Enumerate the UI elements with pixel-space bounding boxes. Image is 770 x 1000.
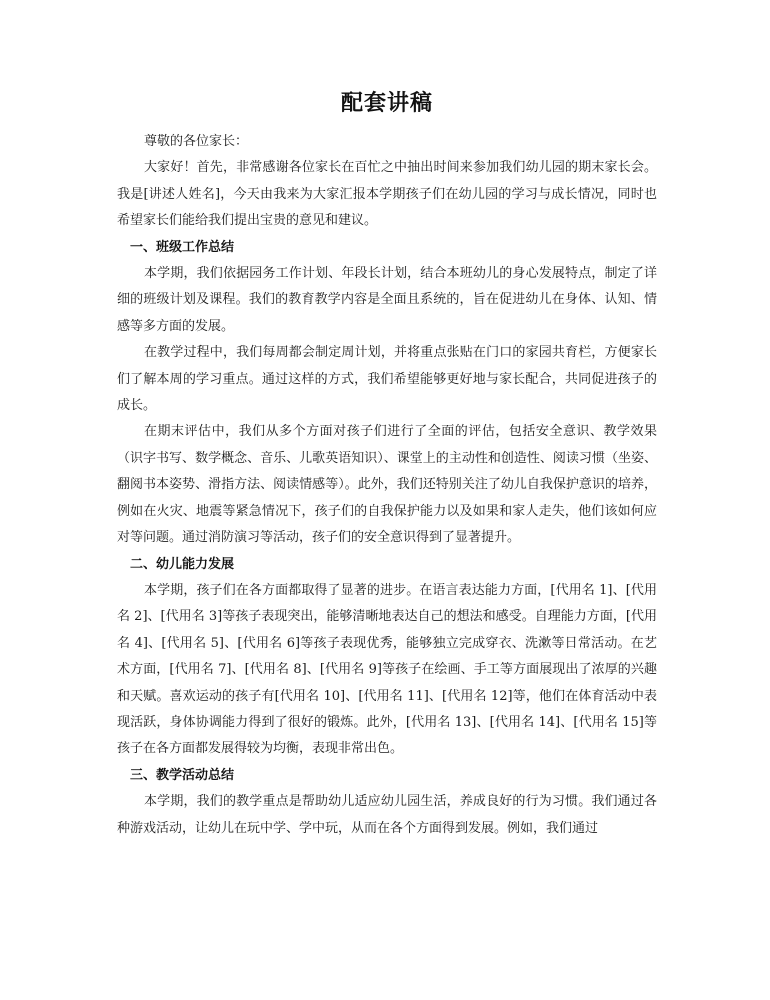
class-work-paragraph-1: 本学期，我们依据园务工作计划、年段长计划，结合本班幼儿的身心发展特点，制定了详细的班级计划及课程。我们的教育教学内容是全面且系统的，旨在促进幼儿在身体、认知、情感等多方面的发展。 bbox=[117, 266, 657, 334]
section-heading-child-development: 二、幼儿能力发展 bbox=[130, 556, 235, 572]
section-heading-class-work: 一、班级工作总结 bbox=[130, 239, 235, 255]
document-body bbox=[117, 88, 657, 842]
document-title: 配套讲稿 bbox=[340, 90, 433, 116]
salutation: 尊敬的各位家长： bbox=[144, 134, 249, 149]
class-work-paragraph-3: 在期末评估中，我们从多个方面对孩子们进行了全面的评估，包括安全意识、教学效果（识字书写、数学概念、音乐、儿歌英语知识）、课堂上的主动性和创造性、阅读习惯（坐姿、翻阅书本姿势、滑指方法、阅读情感等）。此外，我们还特别关注了幼儿自我保护意识的培养，例如在火灾、地震等紧急情况下，孩子们的自我保护能力以及如果和家人走失，他们该如何应对等问题。通过消防演习等活动，孩子们的安全意识得到了显著提升。 bbox=[117, 424, 657, 546]
teaching-activities-paragraph-1: 本学期，我们的教学重点是帮助幼儿适应幼儿园生活，养成良好的行为习惯。我们通过各种游戏活动，让幼儿在玩中学、学中玩，从而在各个方面得到发展。例如，我们通过 bbox=[117, 794, 657, 836]
child-development-paragraph-1: 本学期，孩子们在各方面都取得了显著的进步。在语言表达能力方面，[代用名 1]、[代用名 2]、[代用名 3]等孩子表现突出，能够清晰地表达自己的想法和感受。自理能力方面，[代用名 4]、[代用名 5]、[代用名 6]等孩子表现优秀，能够独立完成穿衣、洗漱等日常活动。在艺术方面，[代用名 7]、[代用名 8]、[代用名 9]等孩子在绘画、手工等方面展现出了浓厚的兴趣和天赋。喜欢运动的孩子有[代用名 10]、[代用名 11]、[代用名 12]等，他们在体育活动中表现活跃，身体协调能力得到了很好的锻炼。此外，[代用名 13]、[代用名 14]、[代用名 15]等孩子在各方面都发展得较为均衡，表现非常出色。 bbox=[117, 582, 657, 757]
intro-paragraph: 大家好！首先，非常感谢各位家长在百忙之中抽出时间来参加我们幼儿园的期末家长会。我是[讲述人姓名]，今天由我来为大家汇报本学期孩子们在幼儿园的学习与成长情况，同时也希望家长们能给我们提出宝贵的意见和建议。 bbox=[117, 160, 657, 229]
section-heading-teaching-activities: 三、教学活动总结 bbox=[130, 767, 235, 783]
class-work-paragraph-2: 在教学过程中，我们每周都会制定周计划，并将重点张贴在门口的家园共育栏，方便家长们了解本周的学习重点。通过这样的方式，我们希望能够更好地与家长配合，共同促进孩子的成长。 bbox=[117, 345, 657, 414]
